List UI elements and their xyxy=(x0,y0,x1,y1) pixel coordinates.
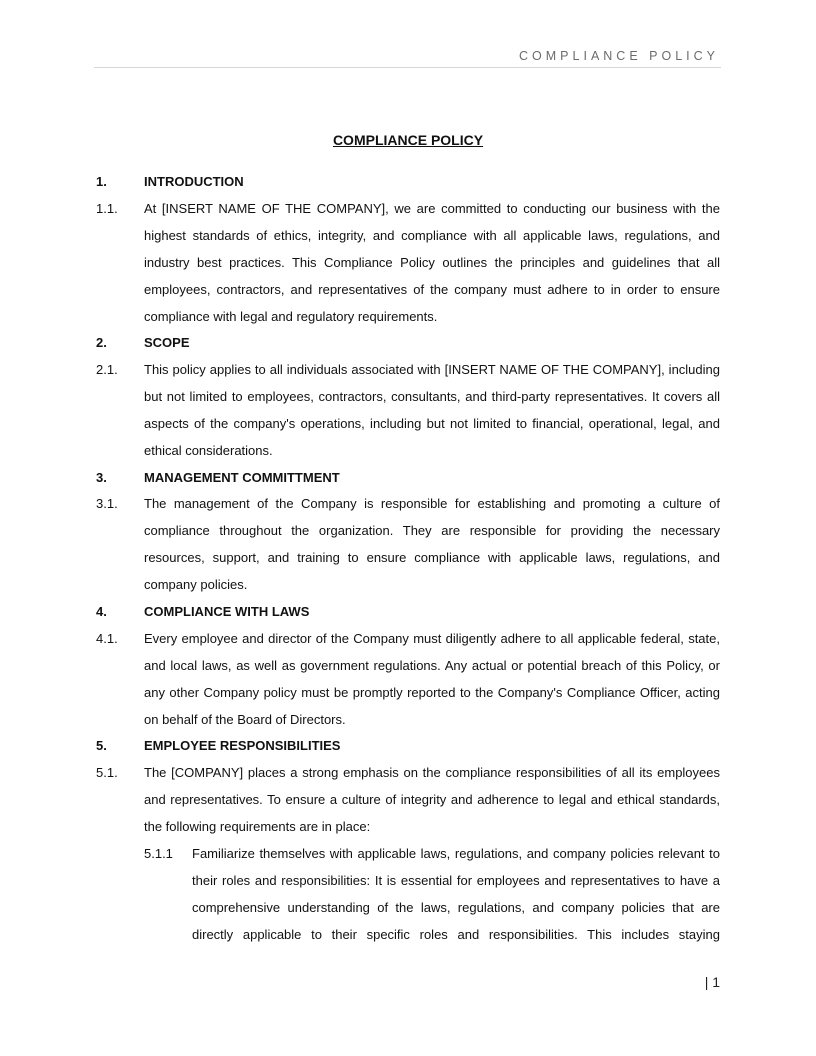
section-title: COMPLIANCE WITH LAWS xyxy=(144,604,310,619)
section-number: 4. xyxy=(96,604,107,619)
paragraph-1-1 xyxy=(96,195,720,330)
section-title: EMPLOYEE RESPONSIBILITIES xyxy=(144,738,341,753)
paragraph-number: 2.1. xyxy=(96,362,118,377)
paragraph-4-1 xyxy=(96,625,720,733)
section-title: SCOPE xyxy=(144,335,190,350)
subparagraph-number: 5.1.1 xyxy=(144,846,173,861)
document-title xyxy=(0,132,816,148)
section-heading-employee-responsibilities xyxy=(96,738,340,753)
paragraph-number: 3.1. xyxy=(96,496,118,511)
paragraph-text: This policy applies to all individuals associated with [INSERT NAME OF THE COMPANY], including but not limited to employees, contractors, consultants, and third-party representatives. It covers all aspects of the company's operations, including but not limited to financial, operational, legal, and ethical considerations. xyxy=(144,362,720,458)
page-header xyxy=(94,49,721,68)
section-number: 5. xyxy=(96,738,107,753)
section-title: INTRODUCTION xyxy=(144,174,244,189)
section-number: 2. xyxy=(96,335,107,350)
paragraph-text: Every employee and director of the Company must diligently adhere to all applicable federal, state, and local laws, as well as government regulations. Any actual or potential breach of this Policy, or any other Company policy must be promptly reported to the Company's Compliance Officer, acting on behalf of the Board of Directors. xyxy=(144,631,720,727)
section-number: 3. xyxy=(96,470,107,485)
section-number: 1. xyxy=(96,174,107,189)
paragraph-text: At [INSERT NAME OF THE COMPANY], we are committed to conducting our business with the highest standards of ethics, integrity, and compliance with all applicable laws, regulations, and industry best practices. This Compliance Policy outlines the principles and guidelines that all employees, contractors, and representatives of the company must adhere to in order to ensure compliance with legal and regulatory requirements. xyxy=(144,201,720,324)
section-title: MANAGEMENT COMMITTMENT xyxy=(144,470,340,485)
paragraph-text: The management of the Company is responsible for establishing and promoting a culture of compliance throughout the organization. They are responsible for providing the necessary resources, support, and training to ensure compliance with applicable laws, regulations, and company policies. xyxy=(144,496,720,592)
document-title-text: COMPLIANCE POLICY xyxy=(332,132,484,148)
section-heading-scope xyxy=(96,335,190,350)
paragraph-number: 1.1. xyxy=(96,201,118,216)
section-heading-management xyxy=(96,470,340,485)
subparagraph-5-1-1 xyxy=(144,840,720,948)
paragraph-2-1 xyxy=(96,356,720,464)
paragraph-text: The [COMPANY] places a strong emphasis on the compliance responsibilities of all its employees and representatives. To ensure a culture of integrity and adherence to legal and ethical standards, the following requirements are in place: xyxy=(144,765,720,834)
paragraph-5-1 xyxy=(96,759,720,840)
page-number: | 1 xyxy=(704,974,720,990)
paragraph-number: 5.1. xyxy=(96,765,118,780)
paragraph-number: 4.1. xyxy=(96,631,118,646)
paragraph-3-1 xyxy=(96,490,720,598)
header-text: COMPLIANCE POLICY xyxy=(519,49,719,63)
section-heading-compliance-with-laws xyxy=(96,604,309,619)
section-heading-introduction xyxy=(96,174,244,189)
subparagraph-text: Familiarize themselves with applicable laws, regulations, and company policies relevant to their roles and responsibilities: It is essential for employees and representatives to have a comprehensive understanding of the laws, regulations, and company policies that are directly applicable to their specific roles and responsibilities. This includes staying xyxy=(192,846,720,942)
